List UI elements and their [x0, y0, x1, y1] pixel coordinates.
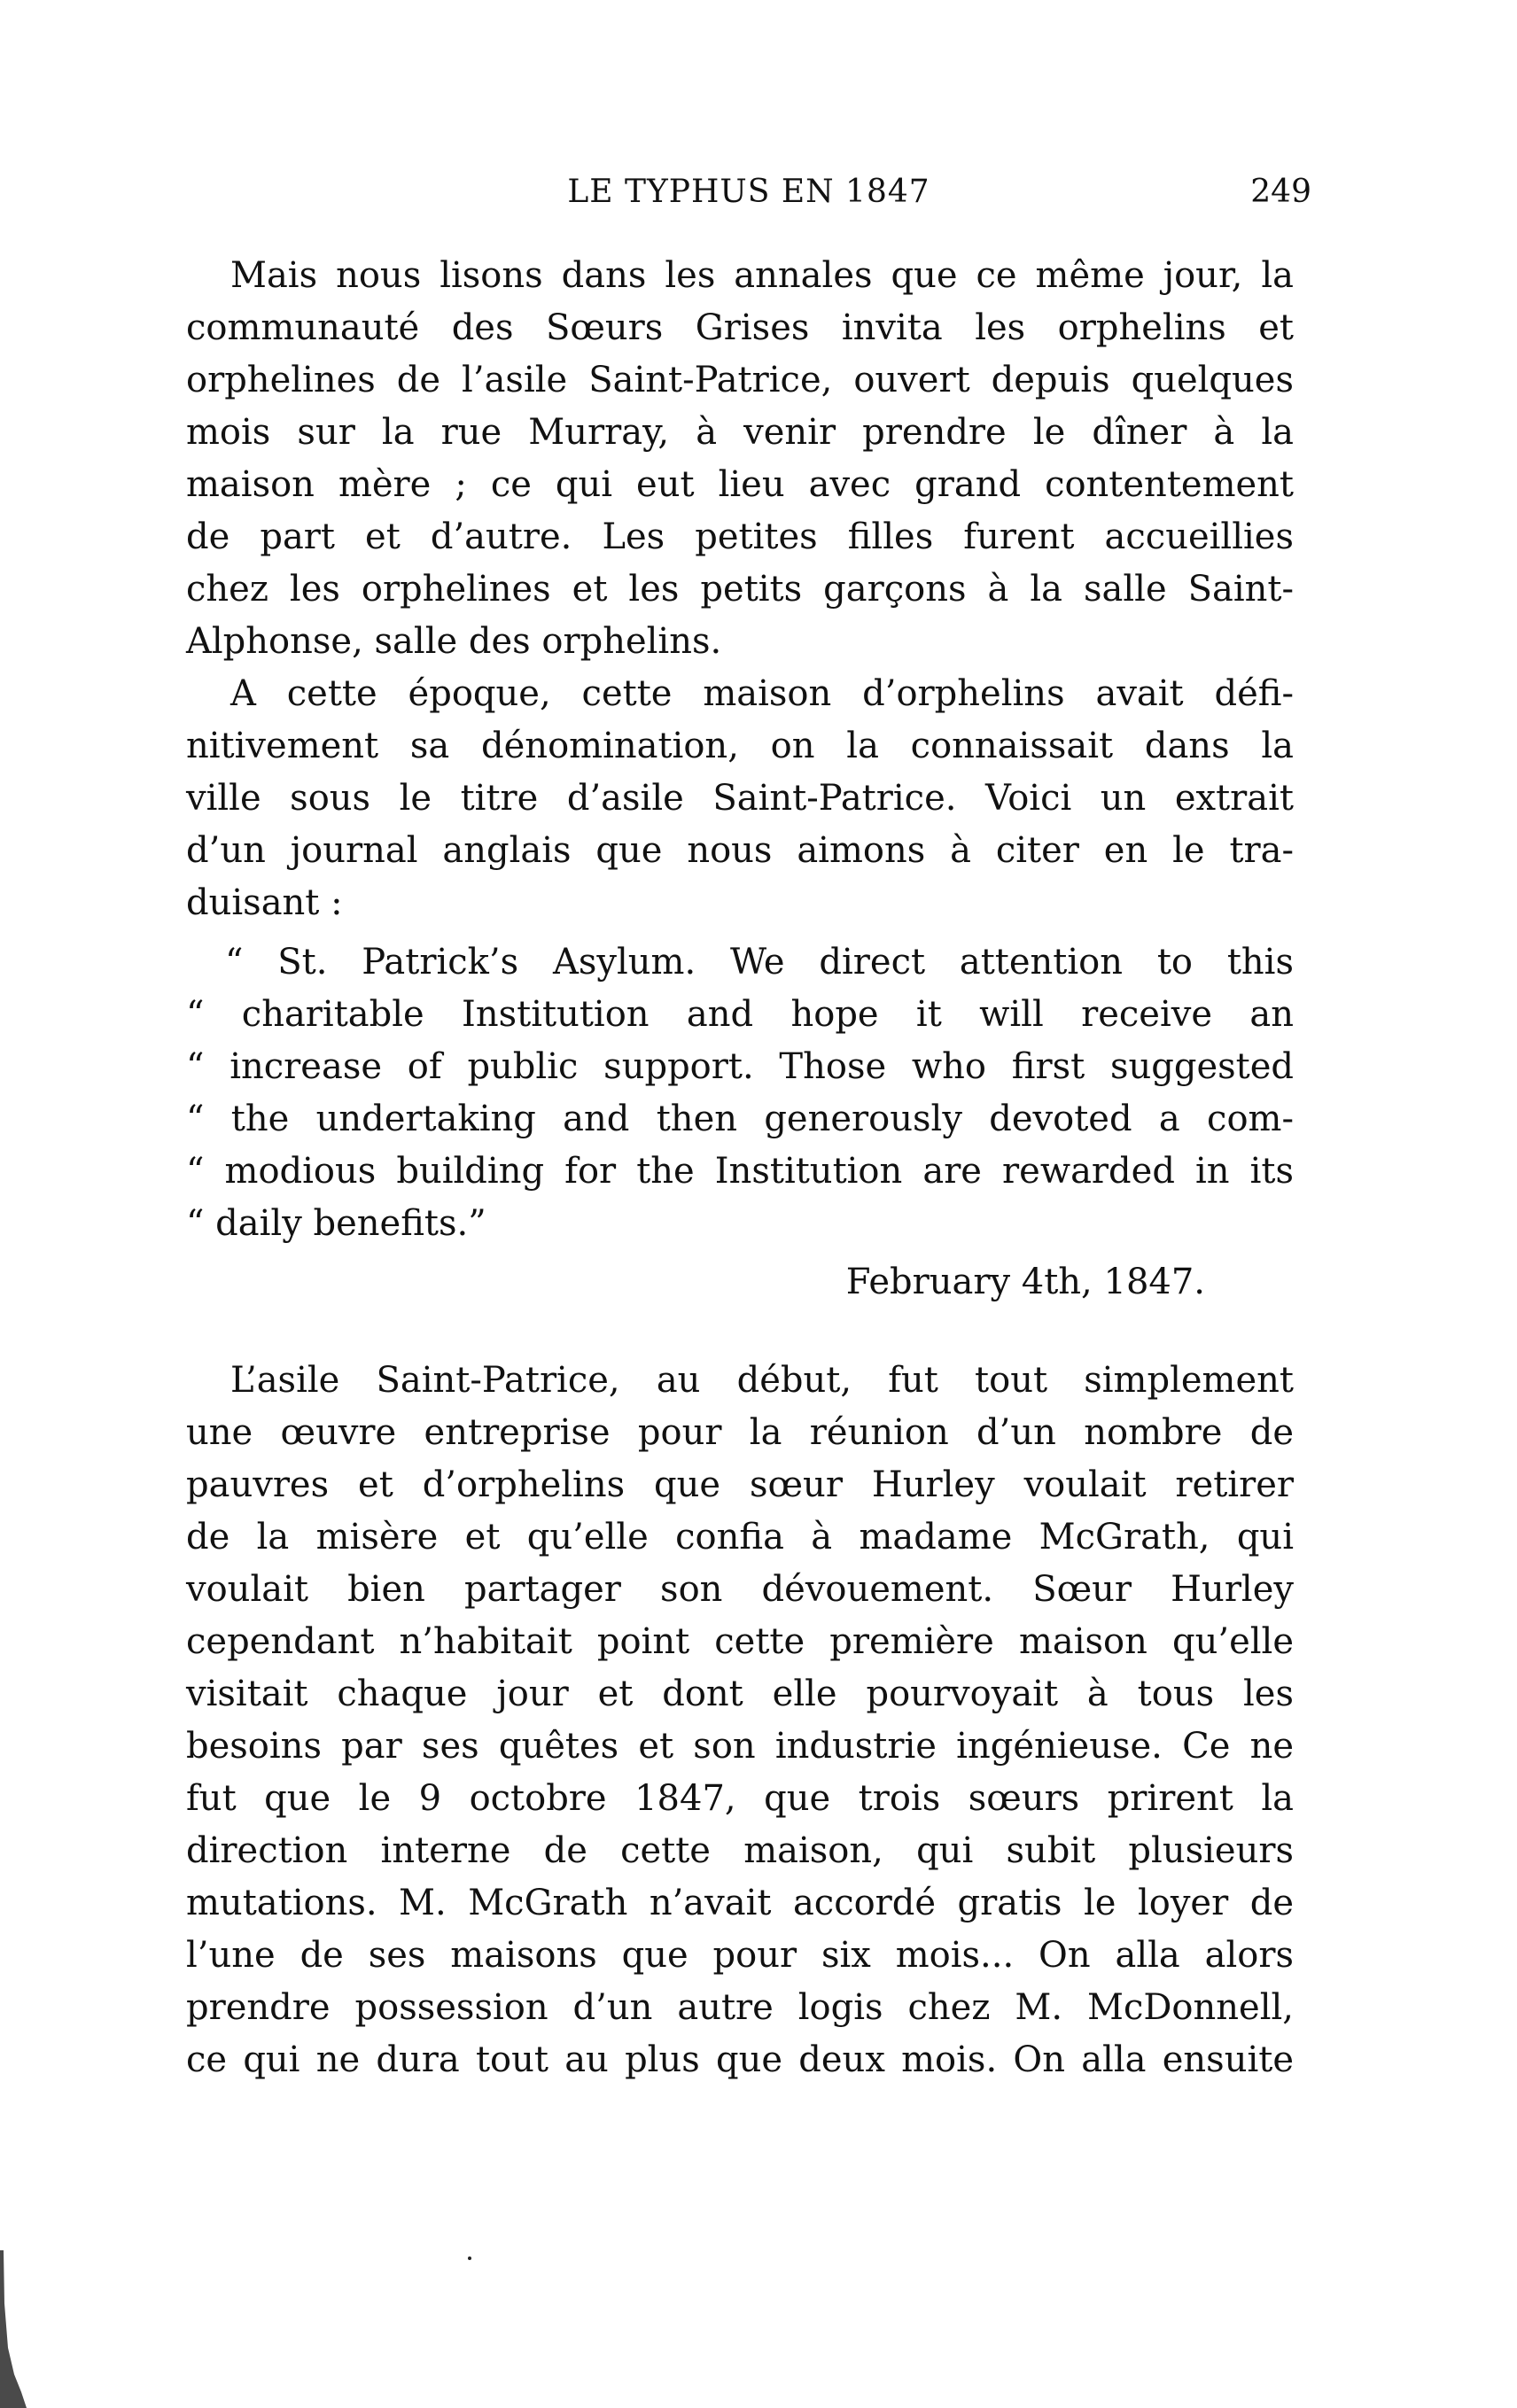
text-line: de la misère et qu’elle confia à madame McGrath, qui: [186, 1517, 1294, 1557]
page-edge-shadow: [0, 2250, 27, 2408]
text-line: duisant :: [186, 882, 343, 923]
text-line: fut que le 9 octobre 1847, que trois sœurs prirent la: [186, 1778, 1294, 1819]
text-line: voulait bien partager son dévouement. Sœur Hurley: [186, 1569, 1294, 1610]
quote-line: “ charitable Institution and hope it will receive an: [186, 994, 1294, 1035]
running-title: LE TYPHUS EN 1847: [567, 174, 930, 210]
quote-line: “ St. Patrick’s Asylum. We direct attention to this: [225, 942, 1294, 983]
running-head: [186, 174, 1311, 218]
text-line: de part et d’autre. Les petites filles furent accueillies: [186, 517, 1294, 557]
body-text: [186, 250, 1294, 2086]
text-line: ville sous le titre d’asile Saint-Patrice. Voici un extrait: [186, 778, 1294, 819]
paragraph-2: [186, 668, 1294, 929]
quote-line: “ daily benefits.”: [186, 1203, 486, 1244]
text-line: cependant n’habitait point cette première maison qu’elle: [186, 1621, 1294, 1662]
text-line: visitait chaque jour et dont elle pourvoyait à tous les: [186, 1674, 1294, 1714]
text-line: mois sur la rue Murray, à venir prendre le dîner à la: [186, 412, 1294, 453]
text-line: chez les orphelines et les petits garçons à la salle Saint-: [186, 569, 1294, 610]
quote-date: February 4th, 1847.: [845, 1262, 1205, 1302]
text-line: Mais nous lisons dans les annales que ce même jour, la: [230, 255, 1294, 296]
text-line: pauvres et d’orphelins que sœur Hurley voulait retirer: [186, 1464, 1294, 1505]
paragraph-1: [186, 250, 1294, 668]
paragraph-3: [186, 1355, 1294, 2086]
quotation: [186, 936, 1294, 1314]
text-line: L’asile Saint-Patrice, au début, fut tout simplement: [230, 1360, 1294, 1401]
text-line: nitivement sa dénomination, on la connaissait dans la: [186, 726, 1294, 766]
text-line: l’une de ses maisons que pour six mois... On alla alors: [186, 1935, 1294, 1976]
page-number: 249: [1250, 174, 1311, 210]
quote-line: “ modious building for the Institution are rewarded in its: [186, 1151, 1294, 1192]
text-line: d’un journal anglais que nous aimons à citer en le tra-: [186, 830, 1294, 871]
ink-speck: [468, 2257, 471, 2260]
text-line: besoins par ses quêtes et son industrie ingénieuse. Ce ne: [186, 1726, 1294, 1767]
text-line: prendre possession d’un autre logis chez M. McDonnell,: [186, 1987, 1294, 2028]
text-line: communauté des Sœurs Grises invita les orphelins et: [186, 307, 1294, 348]
text-line: direction interne de cette maison, qui subit plusieurs: [186, 1830, 1294, 1871]
text-line: maison mère ; ce qui eut lieu avec grand contentement: [186, 464, 1294, 505]
quote-line: “ the undertaking and then generously devoted a com-: [186, 1099, 1294, 1139]
text-line: mutations. M. McGrath n’avait accordé gratis le loyer de: [186, 1883, 1294, 1923]
text-line: ce qui ne dura tout au plus que deux mois. On alla ensuite: [186, 2039, 1294, 2080]
text-line: A cette époque, cette maison d’orphelins avait défi-: [230, 673, 1294, 714]
text-line: Alphonse, salle des orphelins.: [186, 621, 722, 662]
paragraph-gap: [186, 1314, 1294, 1355]
text-line: orphelines de l’asile Saint-Patrice, ouvert depuis quelques: [186, 360, 1294, 400]
quote-line: “ increase of public support. Those who first suggested: [186, 1046, 1294, 1087]
text-line: une œuvre entreprise pour la réunion d’un nombre de: [186, 1412, 1294, 1453]
